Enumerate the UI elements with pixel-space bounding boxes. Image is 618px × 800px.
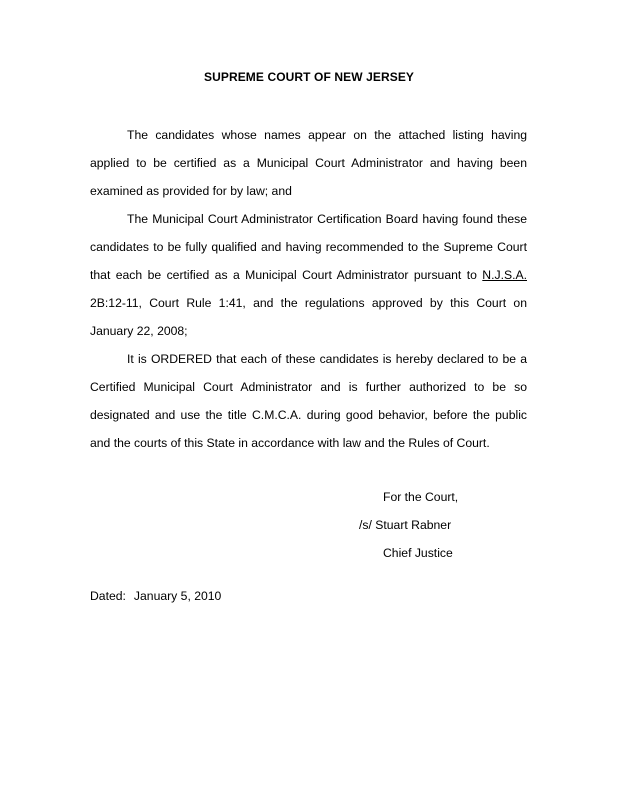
dated-value: January 5, 2010 xyxy=(133,589,222,603)
document-title: SUPREME COURT OF NEW JERSEY xyxy=(203,70,415,84)
paragraph-certification-board xyxy=(90,205,527,345)
paragraph-order: It is ORDERED that each of these candidates is hereby declared to be a Certified Municipal Court Administrator and is further authorized to be so designated and use the title C.M.C.A. during good behavior, before the public and the courts of this State in accordance with law and the Rules of Court. xyxy=(90,352,527,450)
paragraph-text-before-citation: The Municipal Court Administrator Certification Board having found these candidates to be fully qualified and having recommended to the Supreme Court that each be certified as a Municipal Court Administrator pursuant to xyxy=(90,212,527,282)
paragraph-candidates: The candidates whose names appear on the attached listing having applied to be certified as a Municipal Court Administrator and having been examined as provided for by law; and xyxy=(90,128,527,198)
signature-for-the-court: For the Court, xyxy=(383,490,459,504)
paragraph-text-after-citation: 2B:12-11, Court Rule 1:41, and the regulations approved by this Court on January 22, 2008; xyxy=(90,296,527,338)
signature-title: Chief Justice xyxy=(383,546,453,560)
signature-name: /s/ Stuart Rabner xyxy=(359,518,452,532)
dated-line xyxy=(90,589,221,603)
dated-label: Dated: xyxy=(90,589,126,603)
statute-citation: N.J.S.A. xyxy=(482,268,527,282)
